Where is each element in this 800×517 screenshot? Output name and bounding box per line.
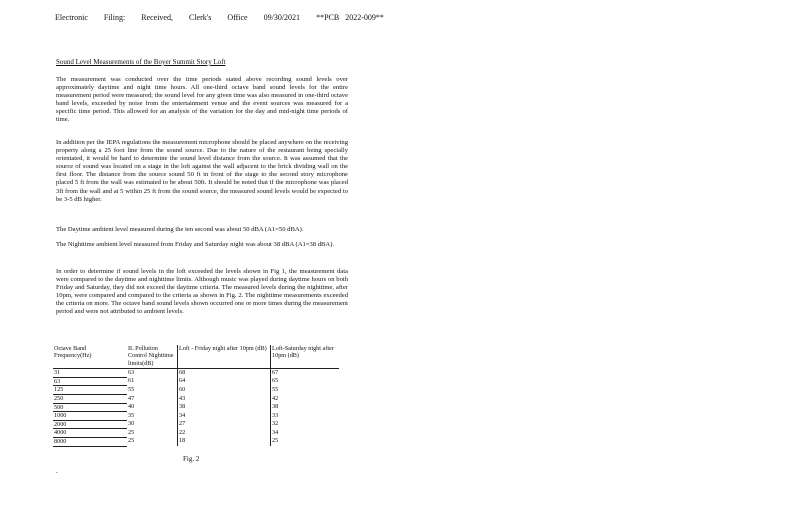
table-cell: 67 <box>271 369 340 378</box>
table-cell: 18 <box>178 437 271 446</box>
table-header-row <box>53 345 339 369</box>
header-date: 09/30/2021 <box>263 13 301 22</box>
table-body <box>53 369 339 446</box>
table-row <box>53 420 339 429</box>
table-row <box>53 395 339 404</box>
table-row <box>53 403 339 412</box>
table-cell: 32 <box>271 420 340 429</box>
paragraph-iepa: In addition per the IEPA regulations the measurement microphone should be placed anywhere on the receiving property along a 25 foot line from the sound source. Due to the nature of the restaurant being specially orientated, it would be hard to determine the sound level distance from the source. It was assumed that the source of sound was located on a stage in the loft against the wall adjacent to the brick dividing wall on the first floor. The distance from the source sound 50 ft in front of the stage to the second story microphone placed 5 ft from the wall was estimated to be about 50ft. It should be noted that if the microphone was placed 3ft from the wall and at 5 within 25 ft from the sound source, the measured sound levels would be expected to be 3-5 dB higher. <box>56 139 348 203</box>
paragraph-daytime-ambient: The Daytime ambient level measured during the ten second was about 50 dBA (A1=50 dBA). <box>56 226 304 233</box>
table-row <box>53 377 339 386</box>
table-cell: 35 <box>128 411 135 419</box>
table-cell: 2000 <box>53 420 127 429</box>
header-number: 2022-009** <box>345 13 384 22</box>
header-office: Office <box>227 13 248 22</box>
header-clerks: Clerk's <box>188 13 212 22</box>
table-row <box>53 437 339 446</box>
table-cell: 34 <box>178 412 271 421</box>
figure-caption: Fig. 2 <box>183 455 200 463</box>
table-cell: 64 <box>178 377 271 386</box>
table-cell: 4000 <box>53 429 127 438</box>
table-cell: 38 <box>178 403 271 412</box>
table-cell: 63 <box>53 377 127 386</box>
table-cell: 55 <box>271 386 340 395</box>
header-received: Received, <box>141 13 173 22</box>
table-row <box>53 412 339 421</box>
header-limits: IL Pollution Control Nighttime limits(dB) <box>127 345 178 369</box>
table-cell: 25 <box>271 437 340 446</box>
table-cell: 68 <box>178 369 271 378</box>
table-cell: 25 <box>128 428 135 436</box>
table-cell: 30 <box>128 420 135 428</box>
paragraph-comparison: In order to determine if sound levels in the loft exceeded the levels shown in Fig 1, the measurement data were compared to the daytime and nighttime limits. Although music was played during daytime hours on both Friday and Saturday, they did not exceed the daytime criteria. The measured levels during the nighttime, after 10pm, were compared and compared to the criteria as shown in Fig. 2. The nighttime measurements exceeded the criteria on more. The octave band sound levels shown occurred one or more times during the measurement period and were not attributed to ambient levels. <box>56 268 348 316</box>
table-cell: 500 <box>53 403 127 412</box>
sound-level-table <box>53 345 339 447</box>
header-friday: Loft - Friday night after 10pm (dB) <box>178 345 271 369</box>
table-row <box>53 386 339 395</box>
table-cell: 40 <box>128 403 135 411</box>
filing-header <box>55 13 398 22</box>
header-docket: **PCB <box>316 13 340 22</box>
header-filing: Filing: <box>103 13 126 22</box>
paragraph-nighttime-ambient: The Nighttime ambient level measured from Friday and Saturday night was about 38 dBA (A1=38 dBA). <box>56 241 335 248</box>
table-cell: 22 <box>178 429 271 438</box>
table-cell: 38 <box>271 403 340 412</box>
table-cell: 125 <box>53 386 127 395</box>
table-cell: 27 <box>178 420 271 429</box>
page-mark: . <box>56 467 58 475</box>
table-cell: 61 <box>128 377 135 385</box>
header-electronic: Electronic <box>55 13 88 22</box>
table-cell: 60 <box>178 386 271 395</box>
table-cell: 1000 <box>53 412 127 421</box>
table-row <box>53 429 339 438</box>
table-cell: 25 <box>128 437 135 445</box>
table-cell: 63 <box>128 369 135 377</box>
table-cell: 55 <box>128 385 135 393</box>
table-cell: 8000 <box>53 437 127 446</box>
table-cell: 250 <box>53 395 127 404</box>
table-cell: 34 <box>271 429 340 438</box>
table-cell: 42 <box>271 395 340 404</box>
table-cell: 47 <box>128 394 135 402</box>
table-row <box>53 369 339 378</box>
paragraph-measurement: The measurement was conducted over the time periods stated above recording sound levels over approximately daytime and night time hours. All one-third octave band sound levels for the entire measurement period were measured; the sound level for any given time was also measured in one-third octave band levels, exceeded by noise from the entertainment venue and the event sources was measured for a specific time period. This allowed for an analysis of the variation for the day and mid-night time periods of time. <box>56 76 348 124</box>
table-cell: 65 <box>271 377 340 386</box>
header-frequency: Octave Band Frequency(Hz) <box>53 345 127 369</box>
table-cell: 43 <box>178 395 271 404</box>
header-saturday: Loft-Saturday night after 10pm (dB) <box>271 345 340 369</box>
section-heading: Sound Level Measurements of the Boyer Summit Story Loft <box>56 58 226 66</box>
table-cell: 33 <box>271 412 340 421</box>
table-cell: 31 <box>53 369 127 378</box>
